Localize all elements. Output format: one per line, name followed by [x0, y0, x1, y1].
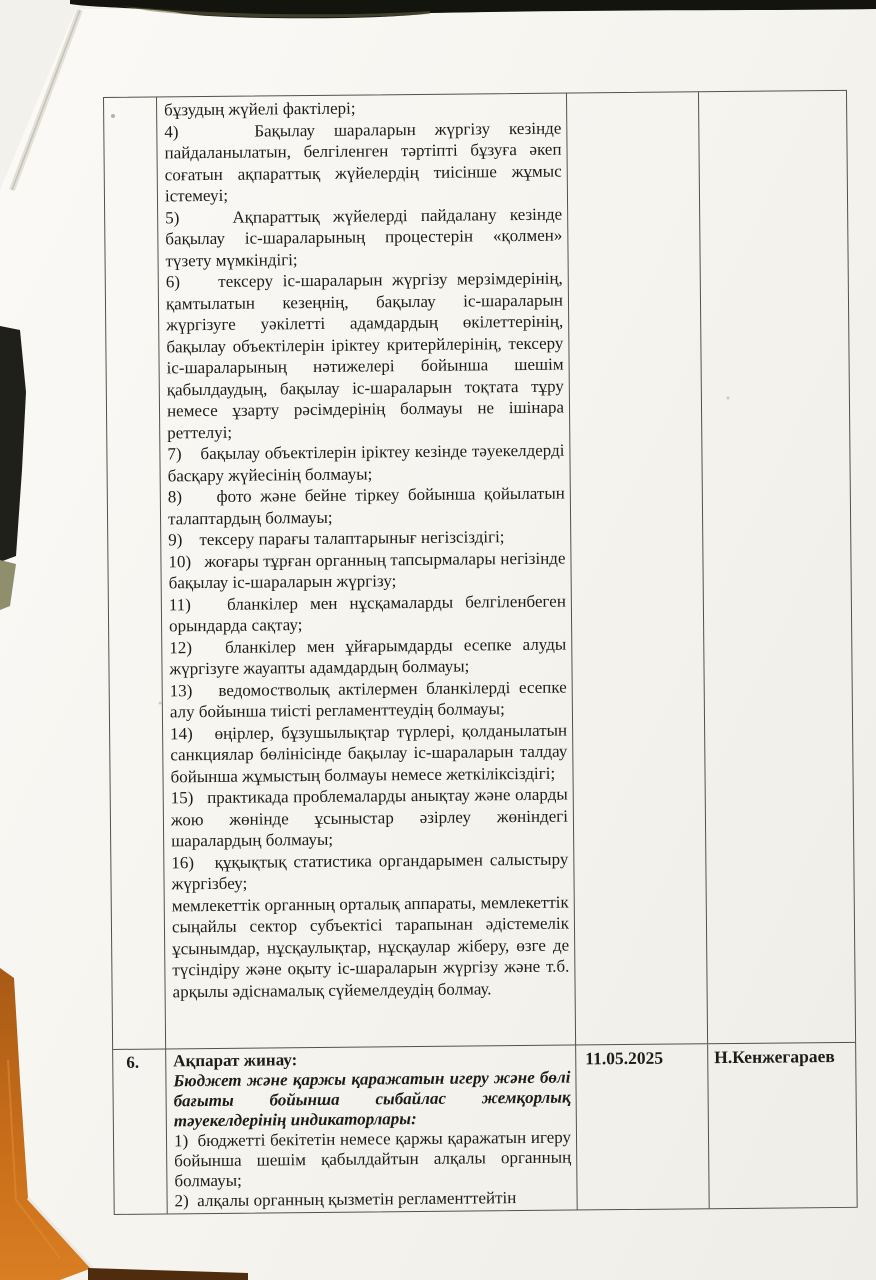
paragraph: 16) құқықтық статистика органдарымен салыстыру жүргізбеу;	[171, 849, 569, 894]
table-row	[113, 1042, 857, 1214]
paragraph: 15) практикада проблемаларды анықтау және оларды жою жөнінде ұсыныстар әзірлеу жөніндегі шаралардың болмауы;	[170, 784, 569, 851]
paragraph: 2) алқалы органның қызметін регламенттейтін	[174, 1188, 517, 1211]
paragraph: 1) бюджетті бекітетін немесе қаржы қаражатын игеру бойынша шешім қабылдайтын алқалы органның болмауы;	[173, 1127, 572, 1191]
table-row	[104, 91, 855, 1049]
row-date-cell	[566, 92, 707, 1044]
row-number-cell	[104, 97, 165, 1048]
paragraph: 5) Ақпараттық жүйелерді пайдалану кезінде бақылау іс-шараларының процестерін «қолмен» түзету мүмкіндігі;	[165, 204, 563, 270]
paragraph: 9) тексеру парағы талаптарынығ негізсіздігі;	[168, 527, 505, 550]
paragraph: 4) Бақылау шараларын жүргізу кезінде пайдаланылатын, белгіленген тәртіпті бұзуға әкеп соғатын ақпараттық жүйелердің тиісінше жұмыс істемеуі;	[164, 118, 562, 206]
row-subtitle: Бюджет және қаржы қаражатын игеру және бөлі бағыты бойынша сыбайлас жемқорлық тәуекелдерінің индикаторлары:	[173, 1067, 571, 1131]
paragraph: мемлекеттік органның орталық аппараты, мемлекеттік сыңайлы сектор субъектісі тарапынан әдістемелік ұсынымдар, нұсқаулықтар, нұсқаулар жіберу, өзге де түсіндіру және оқыту іс-шараларын жүргізу және т.б. арқылы әдіснамалық сүйемелдеудің болмау.	[171, 892, 570, 1001]
paragraph: 13) ведомостволық актілермен бланкілерді есепке алу бойынша тиісті регламенттеудің болмауы;	[169, 677, 567, 722]
row-number-cell: 6.	[126, 1052, 140, 1072]
row-executor-cell: Н.Кенжегараев	[707, 1043, 853, 1208]
row-content-cell	[165, 1046, 577, 1214]
paragraph: 10) жоғары тұрған органның тапсырмалары негізінде бақылау іс-шараларын жүргізу;	[168, 548, 566, 593]
paragraph: 11) бланкілер мен нұсқамаларды белгіленбеген орындарда сақтау;	[168, 591, 566, 636]
paragraph: 6) тексеру іс-шараларын жүргізу мерзімдерінің, қамтылатын кезеңнің, бақылау іс-шараларын жүргізуге уәкілетті адамдардың өкілеттерінің, бақылау объектілерін іріктеу критерйлерінің, тексеру іс-шараларының нәтижелері бойынша шешім қабылдаудың, бақылау іс-шараларын тоқтата тұру немесе ұзарту рәсімдерінің болмауы не ішінара реттелуі;	[165, 268, 565, 442]
row-date-cell: 11.05.2025	[575, 1044, 709, 1209]
row-content-cell	[156, 94, 575, 1049]
paragraph: 7) бақылау объектілерін іріктеу кезінде тәуекелдерді басқару жүйесінің болмауы;	[167, 440, 565, 485]
row-title: Ақпарат жинау:	[173, 1050, 298, 1071]
paragraph: 12) бланкілер мен ұйғарымдарды есепке алуды жүргізуге жауапты адамдардың болмауы;	[169, 634, 567, 679]
paragraph: бұзудың жүйелі фактілері;	[164, 98, 356, 120]
paragraph: 14) өңірлер, бұзушылықтар түрлері, қолданылатын санкциялар бөлінісінде бақылау іс-шараларын талдау бойынша жұмыстың болмауы немесе жеткіліксіздігі;	[170, 720, 568, 786]
row-executor-cell	[698, 91, 851, 1043]
document-table	[103, 90, 858, 1215]
paragraph: 8) фото және бейне тіркеу бойынша қойылатын талаптардың болмауы;	[167, 483, 565, 528]
